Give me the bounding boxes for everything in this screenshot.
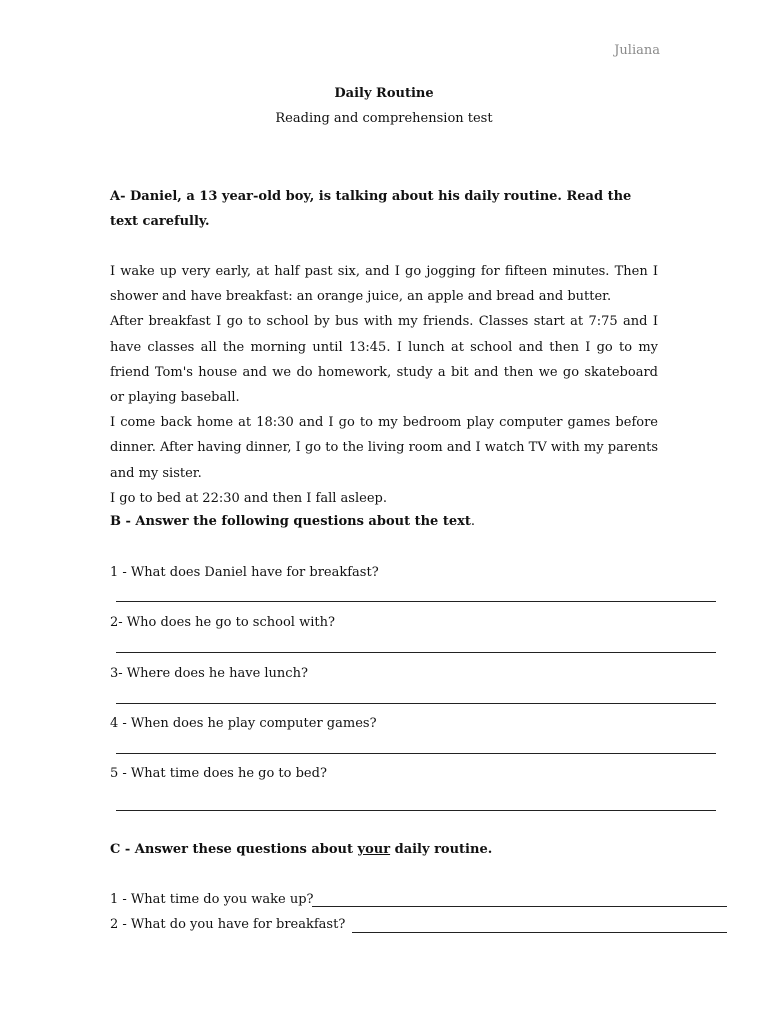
reading-passage (110, 259, 658, 511)
question-c2: 2 - What do you have for breakfast? (110, 917, 346, 932)
question-b2: 2- Who does he go to school with? (110, 615, 335, 630)
question-b4: 4 - When does he play computer games? (110, 716, 377, 731)
passage-paragraph: I go to bed at 22:30 and then I fall asleep. (110, 490, 387, 506)
author-name: Juliana (614, 43, 660, 58)
answer-line-b1[interactable] (116, 601, 716, 602)
passage-paragraph: After breakfast I go to school by bus with my friends. Classes start at 7:75 and I have classes all the morning until 13:45. I lunch at school and then I go to my friend Tom's house and we do homework, study a bit and then we go skateboard or playing baseball. (110, 314, 658, 406)
page-subtitle: Reading and comprehension test (275, 111, 493, 126)
section-c-heading-pre: C - Answer these questions about (110, 842, 358, 857)
passage-paragraph: I wake up very early, at half past six, and I go jogging for fifteen minutes. Then I shower and have breakfast: an orange juice, an apple and bread and butter. (110, 264, 658, 305)
question-c1: 1 - What time do you wake up? (110, 892, 314, 907)
answer-line-c1[interactable] (312, 906, 727, 907)
section-b-period: . (470, 514, 476, 529)
answer-line-c2[interactable] (352, 932, 727, 933)
section-c-heading-post: daily routine. (390, 842, 493, 857)
section-b-heading-text: B - Answer the following questions about the text (110, 514, 471, 529)
section-c-heading-emphasis: your (357, 842, 391, 857)
question-b1: 1 - What does Daniel have for breakfast? (110, 565, 379, 580)
answer-line-b3[interactable] (116, 703, 716, 704)
passage-paragraph: I come back home at 18:30 and I go to my bedroom play computer games before dinner. After having dinner, I go to the living room and I watch TV with my parents and my sister. (110, 415, 658, 481)
page-title: Daily Routine (334, 86, 434, 101)
answer-line-b5[interactable] (116, 810, 716, 811)
answer-line-b2[interactable] (116, 652, 716, 653)
answer-line-b4[interactable] (116, 753, 716, 754)
section-a-heading: A- Daniel, a 13 year-old boy, is talking about his daily routine. Read the text carefully. (110, 189, 632, 229)
question-b3: 3- Where does he have lunch? (110, 666, 308, 681)
section-c-heading (110, 840, 492, 860)
section-b-heading (110, 512, 475, 532)
question-b5: 5 - What time does he go to bed? (110, 766, 327, 781)
